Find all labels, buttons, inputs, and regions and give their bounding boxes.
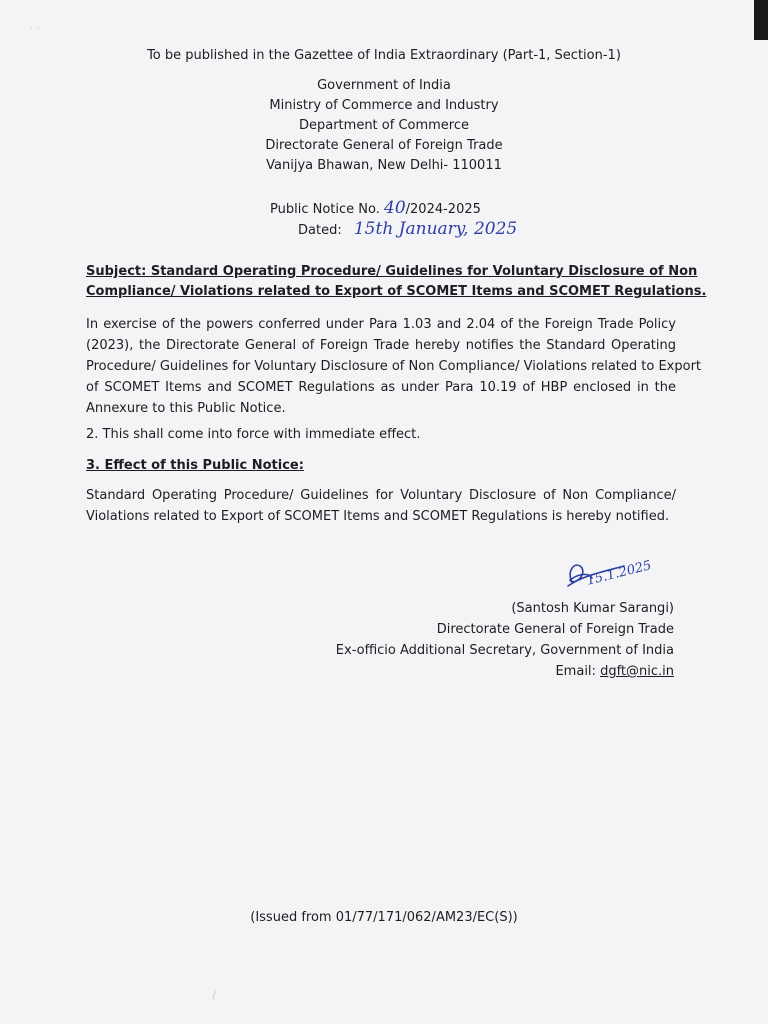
para1-line: Annexure to this Public Notice. <box>86 401 286 416</box>
header-department: Department of Commerce <box>298 118 470 133</box>
notice-number-suffix: /2024-2025 <box>405 202 481 217</box>
signatory-title-2: Ex-officio Additional Secretary, Government of India <box>335 643 674 658</box>
para1-line: Procedure/ Guidelines for Voluntary Disclosure of Non Compliance/ Violations related to Export <box>86 359 702 374</box>
paragraph-3 <box>86 485 676 527</box>
subject-line-1: Subject: Standard Operating Procedure/ Guidelines for Voluntary Disclosure of Non <box>86 264 698 279</box>
signatory-block <box>336 598 674 682</box>
para1-line: In exercise of the powers conferred under Para 1.03 and 2.04 of the Foreign Trade Policy <box>86 317 676 332</box>
scan-edge-shadow <box>754 0 768 40</box>
notice-number-handwritten: 40 <box>384 198 406 218</box>
paragraph-2: 2. This shall come into force with immediate effect. <box>86 427 421 442</box>
para1-line: (2023), the Directorate General of Foreign Trade hereby notifies the Standard Operating <box>86 338 676 353</box>
signatory-title-1: Directorate General of Foreign Trade <box>436 622 674 637</box>
paragraph-1 <box>86 314 702 419</box>
para3-line: Violations related to Export of SCOMET Items and SCOMET Regulations is hereby notified. <box>86 509 670 524</box>
notice-label: Public Notice No. <box>270 202 380 217</box>
header-address: Vanijya Bhawan, New Delhi- 110011 <box>266 158 502 173</box>
scan-smudge: · · <box>30 24 40 35</box>
signatory-email <box>336 661 674 682</box>
header-directorate: Directorate General of Foreign Trade <box>265 138 503 153</box>
public-notice-number <box>270 199 481 219</box>
gazette-line: To be published in the Gazettee of India Extraordinary (Part-1, Section-1) <box>147 48 621 63</box>
email-link[interactable]: dgft@nic.in <box>600 664 674 679</box>
dated-label: Dated: <box>298 223 342 238</box>
header-ministry: Ministry of Commerce and Industry <box>269 98 499 113</box>
header-government: Government of India <box>317 78 451 93</box>
issued-from-line: (Issued from 01/77/171/062/AM23/EC(S)) <box>250 910 518 925</box>
para1-line: of SCOMET Items and SCOMET Regulations as under Para 10.19 of HBP enclosed in the <box>86 380 676 395</box>
effect-heading: 3. Effect of this Public Notice: <box>86 458 304 473</box>
scan-mark: \ <box>209 990 219 1001</box>
subject-line-2: Compliance/ Violations related to Export of SCOMET Items and SCOMET Regulations. <box>86 284 707 299</box>
signature <box>558 552 688 602</box>
subject <box>86 262 707 302</box>
para3-line: Standard Operating Procedure/ Guidelines for Voluntary Disclosure of Non Compliance/ <box>86 488 676 503</box>
date-handwritten: 15th January, 2025 <box>353 219 518 239</box>
signature-date-handwritten: 15.1.2025 <box>585 558 654 589</box>
email-label: Email: <box>555 664 596 679</box>
notice-date <box>298 220 517 240</box>
letterhead <box>0 76 768 176</box>
signatory-name: (Santosh Kumar Sarangi) <box>511 601 674 616</box>
